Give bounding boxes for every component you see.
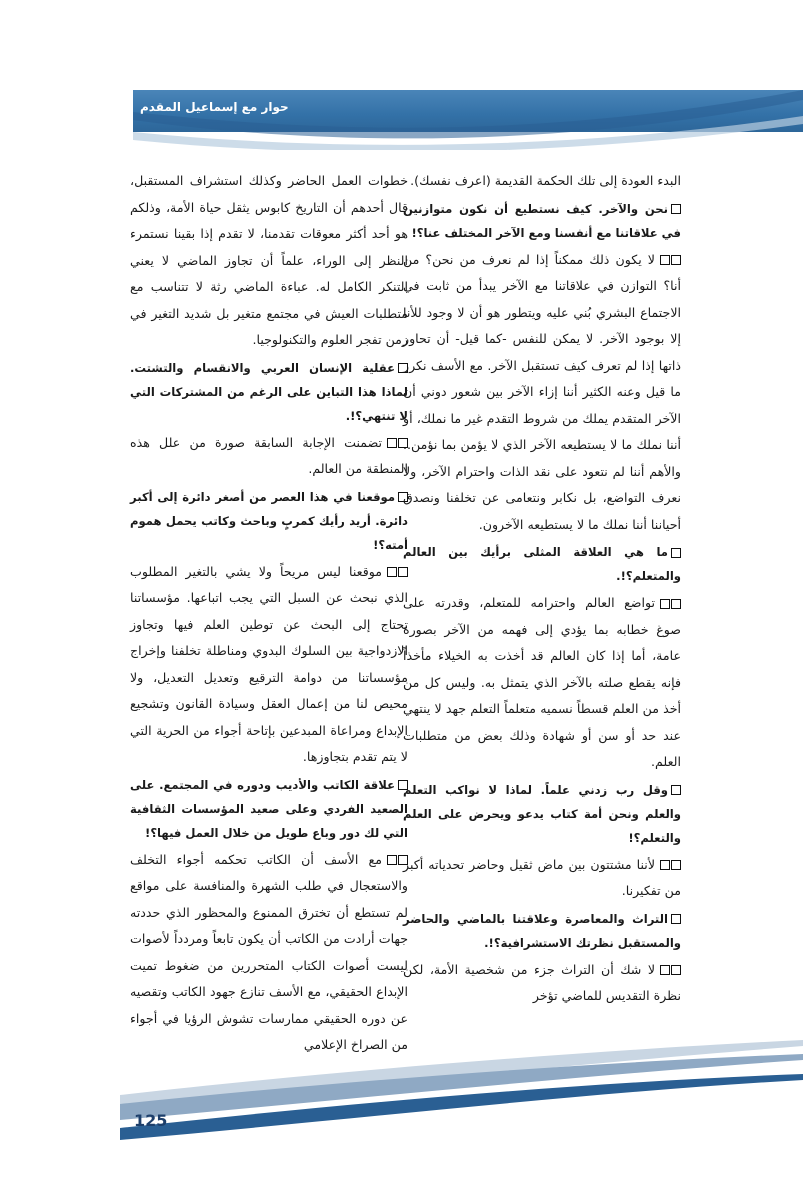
paragraph-text: تواضع العالم واحترامه للمتعلم، وقدرته على صوغ خطابه بما يؤدي إلى فهمه من الآخر بصورة عامة، أما إذا كان العالم قد أخذت به الخيلاء مأخذاً فإنه يقطع صلته بالآخر الذي يتمثل به. وليس كل من أخذ من العلم قسطاً نسميه متعلماً التعلم جهد لا ينتهي عند حد أو سن أو شهادة وذلك بعض من متطلبات العلم.	[403, 595, 681, 769]
body-paragraph	[403, 168, 681, 195]
answer-squares-icon	[386, 435, 408, 450]
answer-paragraph	[403, 957, 681, 1010]
body-paragraph	[130, 168, 408, 354]
question-square-icon	[398, 363, 408, 373]
question-square-icon	[671, 548, 681, 558]
left-column	[130, 168, 408, 1059]
question-paragraph	[130, 356, 408, 428]
paragraph-text: لا يكون ذلك ممكناً إذا لم نعرف من نحن؟ من أنا؟ التوازن في علاقاتنا مع الآخر يبدأ من ثابت في الاجتماع البشري بُني عليه ويتطور هو أن لا وجود للأنا إلا بوجود الآخر. لا يمكن للنفس -كما قيل- أن تحاور ذاتها إذا لم تعرف كيف تستقبل الآخر. مع الأسف نكرر ما قيل وعنه الكثير أننا إزاء الآخر بين شعور دوني أن الآخر المتقدم يملك من شروط التقدم غير ما نملك، أو أننا نملك ما لا يستطيعه الآخر الذي لا يؤمن بما نؤمن.. والأهم أننا لم نتعود على نقد الذات واحترام الآخر، ولا نعرف التواضع، بل نكابر ونتعامى عن تخلفنا ونصدق أحياننا أننا نملك ما لا يستطيعه الآخرون.	[403, 251, 681, 532]
answer-squares-icon	[659, 595, 681, 610]
question-square-icon	[398, 492, 408, 502]
answer-squares-icon	[659, 252, 681, 267]
header-title: حوار مع إسماعيل المقدم	[140, 100, 289, 114]
paragraph-text: نحن والآخر. كيف نستطيع أن نكون متوازنين في علاقاتنا مع أنفسنا ومع الآخر المختلف عنا؟!	[403, 201, 681, 240]
question-square-icon	[671, 204, 681, 214]
answer-squares-icon	[659, 857, 681, 872]
paragraph-text: لأننا مشتتون بين ماض ثقيل وحاضر تحدياته أكبر من تفكيرنا.	[403, 856, 681, 898]
answer-paragraph	[130, 430, 408, 483]
paragraph-text: خطوات العمل الحاضر وكذلك استشراف المستقبل، قال أحدهم أن التاريخ كابوس يثقل حياة الأمة، وذلكم هو أحد أكثر معوقات تقدمنا، لا تقدم إذا بقينا نستمرء النظر إلى الوراء، علماً أن تجاوز الماضي لا يعني التنكر الكامل له. عباءة الماضي رثة لا تتناسب مع متطلبات العيش في مجتمع متغير بل شديد التغير في زمن تفجر العلوم والتكنولوجيا.	[130, 173, 408, 347]
question-paragraph	[130, 485, 408, 557]
paragraph-text: تضمنت الإجابة السابقة صورة من علل هذه المنطقة من العالم.	[130, 434, 408, 476]
answer-squares-icon	[659, 962, 681, 977]
question-square-icon	[671, 914, 681, 924]
right-column	[403, 168, 681, 1010]
answer-paragraph	[403, 852, 681, 905]
paragraph-text: موقعنا في هذا العصر من أصغر دائرة إلى أكبر دائرة. أريد رأيك كمربٍ وباحث وكاتب يحمل هموم أمته؟!	[130, 489, 408, 552]
answer-paragraph	[130, 559, 408, 771]
question-paragraph	[403, 778, 681, 850]
answer-paragraph	[403, 247, 681, 539]
paragraph-text: لا شك أن التراث جزء من شخصية الأمة، لكن نظرة التقديس للماضي تؤخر	[403, 961, 681, 1003]
answer-squares-icon	[386, 564, 408, 579]
question-square-icon	[671, 785, 681, 795]
paragraph-text: وقل رب زدني علماً. لماذا لا نواكب التعلم والعلم ونحن أمة كتاب يدعو ويحرض على العلم والتعلم؟!	[403, 782, 681, 845]
question-paragraph	[403, 197, 681, 245]
answer-paragraph	[130, 847, 408, 1059]
paragraph-text: ما هي العلاقة المثلى برأيك بين العالم والمتعلم؟!.	[403, 545, 681, 583]
question-paragraph	[403, 540, 681, 588]
header-swoosh	[133, 90, 803, 150]
question-paragraph	[130, 773, 408, 845]
paragraph-text: البدء العودة إلى تلك الحكمة القديمة (اعرف نفسك).	[410, 173, 681, 188]
answer-squares-icon	[386, 852, 408, 867]
answer-paragraph	[403, 590, 681, 776]
question-paragraph	[403, 907, 681, 955]
paragraph-text: عقلية الإنسان العربي والانقسام والتشتت. لماذا هذا التباين على الرغم من المشتركات التي لا تنتهي؟!.	[130, 360, 408, 423]
page-number: 125	[134, 1111, 168, 1130]
footer-swoosh	[120, 1040, 803, 1160]
paragraph-text: علاقة الكاتب والأديب ودوره في المجتمع. على الصعيد الفردي وعلى صعيد المؤسسات الثقافية التي لك دور وباع طويل من خلال العمل فيها؟!	[130, 777, 408, 840]
paragraph-text: موقعنا ليس مريحاً ولا يشي بالتغير المطلوب الذي نبحث عن السبل التي يجب اتباعها. مؤسساتنا تحتاج إلى البحث عن توطين العلم فيها وتجاوز الازدواجية بين السلوك البدوي ومناطلة تخلفنا وإخراج مؤسساتنا من دوامة الترقيع وتعديل التعديل، ولا محيص لنا من إعمال العقل وسيادة القانون وتشجيع الإبداع ومراعاة المبدعين بإتاحة أجواء من الحرية التي لا يتم تقدم بتجاوزها.	[130, 563, 408, 764]
question-square-icon	[398, 780, 408, 790]
paragraph-text: مع الأسف أن الكاتب تحكمه أجواء التخلف والاستعجال في طلب الشهرة والمنافسة على مواقع لم تستطع أن تخترق الممنوع والمحظور الذي حددته جهات أرادت من الكاتب أن يكون تابعاً ومردداً لأصوات ليست أصوات الكتاب المتحررين من ضغوط تميت الإبداع الحقيقي، مع الأسف تنازع جهود الكاتب وتقصيه عن دوره الحقيقي ممارسات تشوش الرؤيا في أجواء من الصراخ الإعلامي	[130, 851, 408, 1052]
paragraph-text: التراث والمعاصرة وعلاقتنا بالماضي والحاضر والمستقبل نظرتك الاستشرافية؟!.	[403, 911, 681, 950]
